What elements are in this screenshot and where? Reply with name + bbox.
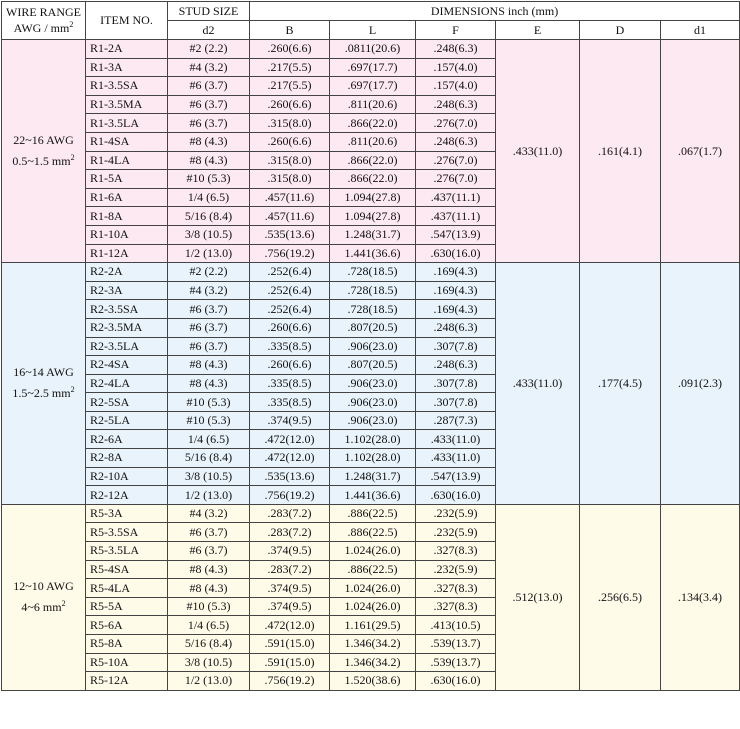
dim-l-cell: .728(18.5): [330, 281, 416, 300]
stud-size-cell: #6 (3.7): [168, 300, 250, 319]
item-no-cell: R1-2A: [86, 40, 168, 59]
dim-b-cell: .217(5.5): [250, 58, 330, 77]
col-b-header: B: [250, 21, 330, 40]
dim-d-cell: .256(6.5): [580, 504, 661, 690]
dim-f-cell: .232(5.9): [416, 523, 496, 542]
dim-b-cell: .472(12.0): [250, 430, 330, 449]
stud-d2-header: d2: [168, 21, 250, 40]
stud-size-cell: 1/2 (13.0): [168, 672, 250, 691]
stud-size-header: STUD SIZE: [168, 2, 250, 21]
stud-size-cell: #6 (3.7): [168, 114, 250, 133]
dim-b-cell: .457(11.6): [250, 207, 330, 226]
dim-f-cell: .276(7.0): [416, 151, 496, 170]
dim-f-cell: .327(8.3): [416, 542, 496, 561]
dim-l-cell: .728(18.5): [330, 300, 416, 319]
dim-l-cell: .906(23.0): [330, 411, 416, 430]
dim-b-cell: .283(7.2): [250, 523, 330, 542]
dim-f-cell: .327(8.3): [416, 597, 496, 616]
col-e-header: E: [496, 21, 580, 40]
dim-f-cell: .547(13.9): [416, 225, 496, 244]
wire-range-awg: 22~16 AWG: [13, 133, 74, 148]
group-16-14-awg: [2, 263, 740, 505]
item-no-cell: R1-4LA: [86, 151, 168, 170]
item-no-cell: R2-4SA: [86, 356, 168, 375]
item-no-cell: R1-12A: [86, 244, 168, 263]
dim-l-cell: .728(18.5): [330, 263, 416, 282]
wire-range-mm: 1.5~2.5 mm: [12, 386, 71, 401]
item-no-cell: R2-3.5LA: [86, 337, 168, 356]
dim-b-cell: .591(15.0): [250, 635, 330, 654]
dim-d-cell: .177(4.5): [580, 263, 661, 505]
dim-l-cell: 1.024(26.0): [330, 579, 416, 598]
table-row: [2, 40, 740, 59]
dim-d1-cell: .134(3.4): [661, 504, 740, 690]
dim-b-cell: .335(8.5): [250, 337, 330, 356]
dim-b-cell: .472(12.0): [250, 449, 330, 468]
item-no-cell: R5-5A: [86, 597, 168, 616]
wire-range-mm-sup: 2: [70, 385, 75, 395]
dim-l-cell: .886(22.5): [330, 560, 416, 579]
dim-f-cell: .276(7.0): [416, 114, 496, 133]
wire-range-mm-sup: 2: [70, 153, 75, 163]
stud-size-cell: #10 (5.3): [168, 170, 250, 189]
dim-d-cell: .161(4.1): [580, 40, 661, 263]
item-no-header: ITEM NO.: [86, 2, 168, 40]
stud-size-cell: #10 (5.3): [168, 597, 250, 616]
dim-b-cell: .535(13.6): [250, 225, 330, 244]
dim-f-cell: .630(16.0): [416, 486, 496, 505]
dim-f-cell: .433(11.0): [416, 430, 496, 449]
dim-b-cell: .591(15.0): [250, 653, 330, 672]
stud-size-cell: #8 (4.3): [168, 579, 250, 598]
item-no-cell: R1-8A: [86, 207, 168, 226]
col-d1-header: d1: [661, 21, 740, 40]
dim-b-cell: .374(9.5): [250, 411, 330, 430]
dim-l-cell: 1.024(26.0): [330, 542, 416, 561]
stud-size-cell: 5/16 (8.4): [168, 635, 250, 654]
dim-f-cell: .157(4.0): [416, 77, 496, 96]
stud-size-cell: #6 (3.7): [168, 318, 250, 337]
item-no-cell: R1-6A: [86, 188, 168, 207]
wire-range-awg: 12~10 AWG: [13, 579, 74, 594]
item-no-cell: R2-8A: [86, 449, 168, 468]
stud-size-cell: 3/8 (10.5): [168, 467, 250, 486]
dim-f-cell: .169(4.3): [416, 263, 496, 282]
dim-b-cell: .252(6.4): [250, 300, 330, 319]
dim-e-cell: .433(11.0): [496, 263, 580, 505]
dim-l-cell: 1.346(34.2): [330, 635, 416, 654]
item-no-cell: R2-10A: [86, 467, 168, 486]
wire-range-title: WIRE RANGE: [6, 5, 81, 19]
dim-f-cell: .248(6.3): [416, 318, 496, 337]
item-no-cell: R5-10A: [86, 653, 168, 672]
dim-l-cell: .906(23.0): [330, 337, 416, 356]
dim-l-cell: .866(22.0): [330, 114, 416, 133]
dim-b-cell: .252(6.4): [250, 263, 330, 282]
wire-range-unit-sup: 2: [69, 20, 74, 29]
item-no-cell: R2-12A: [86, 486, 168, 505]
group-12-10-awg: [2, 504, 740, 690]
dim-b-cell: .335(8.5): [250, 393, 330, 412]
dim-d1-cell: .067(1.7): [661, 40, 740, 263]
wire-range-cell: [2, 263, 86, 505]
dim-f-cell: .232(5.9): [416, 560, 496, 579]
dim-e-cell: .512(13.0): [496, 504, 580, 690]
dim-f-cell: .539(13.7): [416, 653, 496, 672]
wire-range-cell: [2, 504, 86, 690]
dim-f-cell: .433(11.0): [416, 449, 496, 468]
wire-range-mm: 4~6 mm: [21, 600, 62, 615]
dim-l-cell: .886(22.5): [330, 523, 416, 542]
item-no-cell: R5-3.5SA: [86, 523, 168, 542]
wire-range-mm: 0.5~1.5 mm: [12, 154, 71, 169]
table-header: [2, 2, 740, 40]
dim-l-cell: 1.102(28.0): [330, 449, 416, 468]
col-f-header: F: [416, 21, 496, 40]
dim-b-cell: .535(13.6): [250, 467, 330, 486]
dim-l-cell: 1.161(29.5): [330, 616, 416, 635]
item-no-cell: R2-3A: [86, 281, 168, 300]
wire-range-awg: 16~14 AWG: [13, 365, 74, 380]
stud-size-cell: #10 (5.3): [168, 411, 250, 430]
item-no-cell: R1-10A: [86, 225, 168, 244]
item-no-cell: R2-5LA: [86, 411, 168, 430]
dim-f-cell: .169(4.3): [416, 300, 496, 319]
dimensions-header: DIMENSIONS inch (mm): [250, 2, 740, 21]
dim-l-cell: 1.248(31.7): [330, 225, 416, 244]
dim-f-cell: .157(4.0): [416, 58, 496, 77]
terminal-spec-table: [1, 1, 740, 691]
item-no-cell: R5-4SA: [86, 560, 168, 579]
dim-f-cell: .413(10.5): [416, 616, 496, 635]
stud-size-cell: #6 (3.7): [168, 77, 250, 96]
group-22-16-awg: [2, 40, 740, 263]
dim-f-cell: .248(6.3): [416, 40, 496, 59]
dim-b-cell: .374(9.5): [250, 579, 330, 598]
item-no-cell: R5-3A: [86, 504, 168, 523]
stud-size-cell: 3/8 (10.5): [168, 225, 250, 244]
dim-d1-cell: .091(2.3): [661, 263, 740, 505]
dim-f-cell: .248(6.3): [416, 132, 496, 151]
dim-f-cell: .232(5.9): [416, 504, 496, 523]
item-no-cell: R5-3.5LA: [86, 542, 168, 561]
col-l-header: L: [330, 21, 416, 40]
dim-b-cell: .283(7.2): [250, 560, 330, 579]
item-no-cell: R1-3A: [86, 58, 168, 77]
stud-size-cell: #6 (3.7): [168, 542, 250, 561]
wire-range-unit: AWG / mm: [13, 21, 70, 35]
stud-size-cell: 1/2 (13.0): [168, 486, 250, 505]
dim-l-cell: .697(17.7): [330, 77, 416, 96]
dim-f-cell: .630(16.0): [416, 672, 496, 691]
dim-f-cell: .307(7.8): [416, 374, 496, 393]
stud-size-cell: #8 (4.3): [168, 151, 250, 170]
stud-size-cell: 1/2 (13.0): [168, 244, 250, 263]
item-no-cell: R2-6A: [86, 430, 168, 449]
dim-f-cell: .630(16.0): [416, 244, 496, 263]
stud-size-cell: #4 (3.2): [168, 58, 250, 77]
stud-size-cell: 3/8 (10.5): [168, 653, 250, 672]
dim-b-cell: .315(8.0): [250, 114, 330, 133]
dim-f-cell: .327(8.3): [416, 579, 496, 598]
stud-size-cell: #6 (3.7): [168, 523, 250, 542]
stud-size-cell: 1/4 (6.5): [168, 430, 250, 449]
dim-f-cell: .307(7.8): [416, 337, 496, 356]
dim-f-cell: .307(7.8): [416, 393, 496, 412]
dim-b-cell: .315(8.0): [250, 151, 330, 170]
table-row: [2, 263, 740, 282]
dim-l-cell: .807(20.5): [330, 318, 416, 337]
dim-l-cell: 1.248(31.7): [330, 467, 416, 486]
dim-l-cell: 1.094(27.8): [330, 207, 416, 226]
dim-b-cell: .260(6.6): [250, 356, 330, 375]
dim-l-cell: 1.094(27.8): [330, 188, 416, 207]
dim-f-cell: .539(13.7): [416, 635, 496, 654]
dim-b-cell: .315(8.0): [250, 170, 330, 189]
col-d-header: D: [580, 21, 661, 40]
item-no-cell: R1-3.5LA: [86, 114, 168, 133]
dim-l-cell: .0811(20.6): [330, 40, 416, 59]
stud-size-cell: #6 (3.7): [168, 337, 250, 356]
dim-l-cell: .811(20.6): [330, 132, 416, 151]
dim-f-cell: .276(7.0): [416, 170, 496, 189]
stud-size-cell: #8 (4.3): [168, 356, 250, 375]
item-no-cell: R5-6A: [86, 616, 168, 635]
item-no-cell: R5-8A: [86, 635, 168, 654]
dim-l-cell: 1.346(34.2): [330, 653, 416, 672]
dim-b-cell: .756(19.2): [250, 486, 330, 505]
item-no-cell: R5-12A: [86, 672, 168, 691]
dim-b-cell: .472(12.0): [250, 616, 330, 635]
stud-size-cell: #2 (2.2): [168, 40, 250, 59]
dim-f-cell: .169(4.3): [416, 281, 496, 300]
dim-l-cell: 1.024(26.0): [330, 597, 416, 616]
stud-size-cell: #2 (2.2): [168, 263, 250, 282]
dim-b-cell: .260(6.6): [250, 132, 330, 151]
dim-b-cell: .335(8.5): [250, 374, 330, 393]
dim-e-cell: .433(11.0): [496, 40, 580, 263]
dim-b-cell: .374(9.5): [250, 597, 330, 616]
dim-b-cell: .283(7.2): [250, 504, 330, 523]
dim-l-cell: 1.441(36.6): [330, 486, 416, 505]
stud-size-cell: #8 (4.3): [168, 374, 250, 393]
dim-b-cell: .260(6.6): [250, 318, 330, 337]
item-no-cell: R2-3.5MA: [86, 318, 168, 337]
stud-size-cell: #8 (4.3): [168, 560, 250, 579]
dim-f-cell: .547(13.9): [416, 467, 496, 486]
wire-range-cell: [2, 40, 86, 263]
dim-b-cell: .260(6.6): [250, 40, 330, 59]
item-no-cell: R1-3.5SA: [86, 77, 168, 96]
item-no-cell: R5-4LA: [86, 579, 168, 598]
stud-size-cell: 1/4 (6.5): [168, 188, 250, 207]
dim-l-cell: .906(23.0): [330, 374, 416, 393]
stud-size-cell: #6 (3.7): [168, 95, 250, 114]
item-no-cell: R2-5SA: [86, 393, 168, 412]
dim-f-cell: .437(11.1): [416, 207, 496, 226]
dim-l-cell: .811(20.6): [330, 95, 416, 114]
dim-f-cell: .248(6.3): [416, 95, 496, 114]
dim-l-cell: .697(17.7): [330, 58, 416, 77]
dim-b-cell: .457(11.6): [250, 188, 330, 207]
item-no-cell: R1-5A: [86, 170, 168, 189]
dim-f-cell: .437(11.1): [416, 188, 496, 207]
dim-b-cell: .756(19.2): [250, 672, 330, 691]
dim-b-cell: .252(6.4): [250, 281, 330, 300]
stud-size-cell: #10 (5.3): [168, 393, 250, 412]
dim-l-cell: .906(23.0): [330, 393, 416, 412]
wire-range-header: [2, 2, 86, 40]
dim-l-cell: .866(22.0): [330, 170, 416, 189]
dim-b-cell: .374(9.5): [250, 542, 330, 561]
dim-b-cell: .756(19.2): [250, 244, 330, 263]
stud-size-cell: #4 (3.2): [168, 504, 250, 523]
dim-l-cell: .866(22.0): [330, 151, 416, 170]
item-no-cell: R1-3.5MA: [86, 95, 168, 114]
dim-l-cell: .886(22.5): [330, 504, 416, 523]
stud-size-cell: #8 (4.3): [168, 132, 250, 151]
item-no-cell: R1-4SA: [86, 132, 168, 151]
dim-b-cell: .260(6.6): [250, 95, 330, 114]
stud-size-cell: 5/16 (8.4): [168, 207, 250, 226]
item-no-cell: R2-2A: [86, 263, 168, 282]
dim-l-cell: 1.520(38.6): [330, 672, 416, 691]
stud-size-cell: #4 (3.2): [168, 281, 250, 300]
stud-size-cell: 1/4 (6.5): [168, 616, 250, 635]
dim-b-cell: .217(5.5): [250, 77, 330, 96]
dim-l-cell: 1.441(36.6): [330, 244, 416, 263]
item-no-cell: R2-3.5SA: [86, 300, 168, 319]
dim-f-cell: .287(7.3): [416, 411, 496, 430]
dim-f-cell: .248(6.3): [416, 356, 496, 375]
item-no-cell: R2-4LA: [86, 374, 168, 393]
stud-size-cell: 5/16 (8.4): [168, 449, 250, 468]
wire-range-mm-sup: 2: [61, 599, 66, 609]
table-row: [2, 504, 740, 523]
dim-l-cell: 1.102(28.0): [330, 430, 416, 449]
dim-l-cell: .807(20.5): [330, 356, 416, 375]
